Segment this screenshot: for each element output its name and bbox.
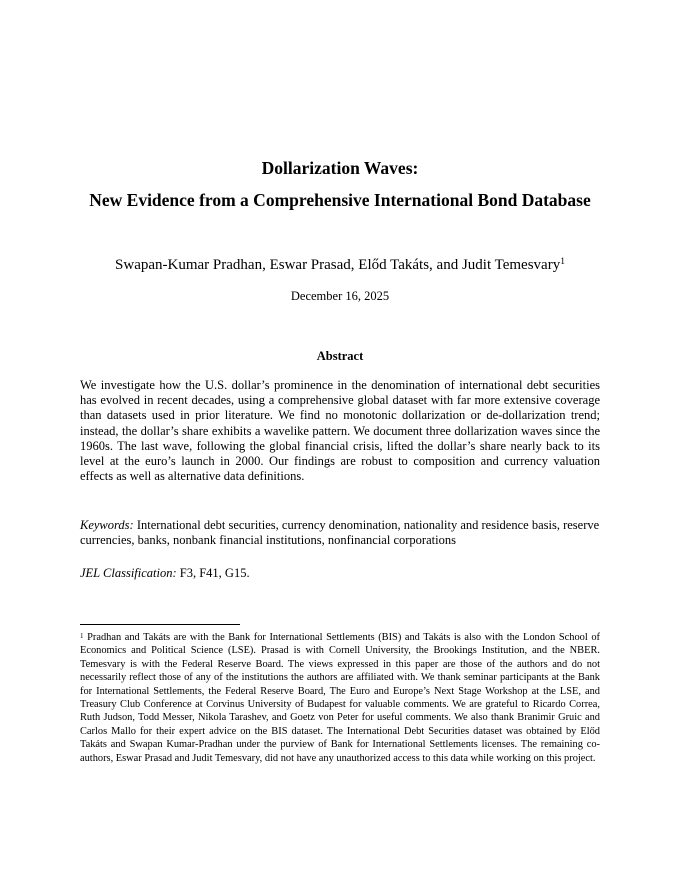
footnote-mark: 1 xyxy=(80,632,84,640)
keywords-label: Keywords: xyxy=(80,518,134,532)
keywords xyxy=(80,518,600,548)
abstract-text: We investigate how the U.S. dollar’s prominence in the denomination of international debt securities has evolved in recent decades, using a comprehensive global dataset with far more extensive coverage than datasets used in prior literature. We find no monotonic dollarization or de-dollarization trend; instead, the dollar’s share exhibits a wavelike pattern. We document three dollarization waves since the 1960s. The last wave, following the global financial crisis, lifted the dollar’s share nearly back to its level at the euro’s launch in 2000. Our findings are robust to composition and currency valuation effects as well as alternative data definitions. xyxy=(80,378,600,484)
footnote xyxy=(80,631,600,765)
author-list xyxy=(0,256,680,274)
publication-date: December 16, 2025 xyxy=(290,289,390,303)
author-names: Swapan-Kumar Pradhan, Eswar Prasad, Előd Takáts, and Judit Temesvary xyxy=(115,257,561,273)
jel-text: F3, F41, G15. xyxy=(179,566,250,580)
footnote-divider xyxy=(80,624,240,625)
abstract-heading: Abstract xyxy=(316,349,364,363)
footnote-text: Pradhan and Takáts are with the Bank for International Settlements (BIS) and Takáts is also with the London School of Economics and Political Science (LSE). Prasad is with Cornell University, the Brookings Institution, and the NBER. Temesvary is with the Federal Reserve Board. The views expressed in this paper are those of the authors and do not necessarily reflect those of any of the institutions the authors are affiliated with. We thank seminar participants at the Bank for International Settlements, the Federal Reserve Board, The Euro and Europe’s Next Stage Workshop at the LSE, and Treasury Club Conference at Corvinus University of Budapest for valuable comments. We are grateful to Ricardo Correa, Ruth Judson, Todd Messer, Nikola Tarashev, and Goetz von Peter for useful comments. We also thank Branimir Gruic and Carlos Mallo for their expert advice on the BIS dataset. The International Debt Securities dataset was obtained by Előd Takáts and Swapan Kumar-Pradhan under the purview of Bank for International Settlements licenses. The remaining co-authors, Eswar Prasad and Judit Temesvary, did not have any unauthorized access to this data while working on this project. xyxy=(80,632,600,764)
paper-title-line-1: Dollarization Waves: xyxy=(261,158,419,178)
jel-classification xyxy=(80,566,600,581)
keywords-text: International debt securities, currency denomination, nationality and residence basis, reserve currencies, banks, nonbank financial institutions, nonfinancial corporations xyxy=(80,518,600,548)
jel-label: JEL Classification: xyxy=(80,566,177,580)
author-footnote-mark[interactable]: 1 xyxy=(560,257,565,267)
paper-title-line-2: New Evidence from a Comprehensive International Bond Database xyxy=(89,190,591,210)
